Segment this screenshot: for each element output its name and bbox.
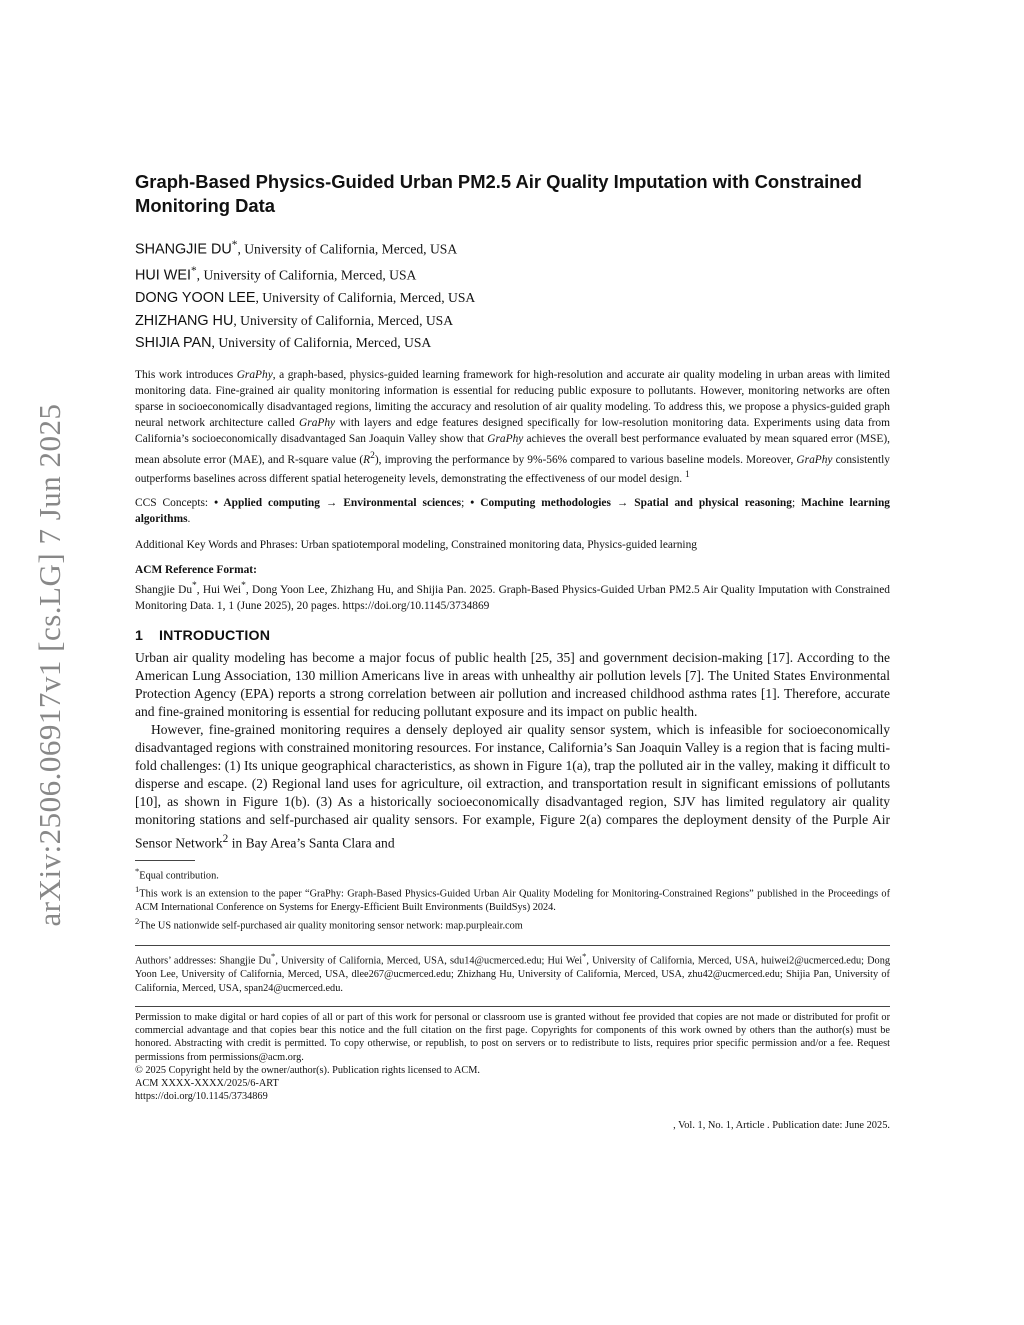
keywords: Additional Key Words and Phrases: Urban spatiotemporal modeling, Constrained monitoring data, Physics-guided learning [135,539,697,552]
author-name: SHIJIA PAN [135,335,212,352]
abstract-text: achieves the overall best performance evaluated by mean squared error (MSE), mean absolute error (MAE), and R-square value ( [135,433,890,466]
abstract-text: ), improving the performance by 9%-56% compared to various baseline models. Moreover, [374,453,797,466]
arxiv-identifier: arXiv:2506.06917v1 [cs.LG] 7 Jun 2025 [32,403,67,927]
ccs-term: • Computing methodologies [470,497,611,510]
author-mark: * [231,239,238,251]
acm-reference-heading: ACM Reference Format: [135,563,257,576]
page-footer: , Vol. 1, No. 1, Article . Publication date: June 2025. [673,1120,890,1131]
footnote-mark: * [135,866,140,877]
ccs-label: CCS Concepts: [135,497,215,510]
section-heading-introduction [135,628,890,644]
footnote-text: The US nationwide self-purchased air quality monitoring sensor network: map.purpleair.com [139,920,523,932]
acm-reference [135,562,890,614]
author-affiliation: , University of California, Merced, USA [255,290,476,306]
author-affiliation: , University of California, Merced, USA [196,267,417,283]
footnote-text: This work is an extension to the paper “GraPhy: Graph-Based Physics-Guided Urban Air Quality Modeling for Monitoring-Constrained Regions” published in the Proceedings of ACM International Conference on Systems for Energy-Efficient Built Environments (BuildSys) 2024. [135,888,890,914]
permission-rule [135,1006,890,1007]
author-name: DONG YOON LEE [135,290,256,307]
footnote [135,883,890,915]
author-line [135,287,890,310]
model-name: GraPhy [299,417,336,430]
ccs-term: • Applied computing [214,497,320,510]
paragraph-text: However, fine-grained monitoring requires a densely deployed air quality sensor system, which is infeasible for socioeconomically disadvantaged regions with constrained monitoring resources. For instance, California’s San Joaquin Valley is a region that is facing multi-fold challenges: (1) Its unique geographical characteristics, as shown in Figure 1(a), trap the polluted air in the valley, making it difficult to disperse and escape. (2) Regional land uses for agriculture, oil extraction, and transportation result in significant emissions of pollutants [10], as shown in Figure 1(b). (3) As a historically socioeconomically disadvantaged region, SJV has limited regulatory air quality monitoring stations and self-purchased air quality sensors. For example, Figure 2(a) compares the deployment density of the Purple Air Sensor Network [135,722,890,851]
footnote [135,915,890,933]
author-line [135,261,890,287]
math-r: R [363,453,371,466]
author-line [135,332,890,355]
ccs-term: Environmental sciences [343,497,462,510]
ccs-arrow: → [319,497,344,510]
abstract-text: This work introduces [135,369,237,382]
address-mark: * [271,950,276,961]
permission-notice: Permission to make digital or hard copies of all or part of this work for personal or classroom use is granted without fee provided that copies are not made or distributed for profit or commercial advantage and that copies bear this notice and the full citation on the first page. Copyrights for components of this work owned by others than the author(s) must be honored. Abstracting with credit is permitted. To copy otherwise, or republish, to post on servers or to redistribute to lists, requires prior specific permission and/or a fee. Request permissions from permissions@acm.org. [135,1011,890,1063]
ccs-separator: ; [461,497,471,510]
abstract-text: , a graph-based, physics-guided learning framework for high-resolution and accurate air quality modeling in urban areas with limited monitoring data. Fine-grained air quality monitoring information is essential for reducing public exposure to pollutants. However, monitoring networks are often sparse in socioeconomically disadvantaged regions, limiting the accuracy and resolution of air quality modeling. To address this, we propose a physics-guided graph neural network architecture called [135,369,890,430]
author-name: ZHIZHANG HU [135,312,234,329]
footnote-mark: 1 [135,884,140,895]
author-addresses [135,950,890,996]
ccs-separator: ; [791,497,802,510]
intro-paragraph-2 [135,721,890,852]
ccs-arrow: → [610,497,635,510]
ccs-term: Spatial and physical reasoning [634,497,792,510]
ref-mark: * [192,580,197,591]
footnote-text: Equal contribution. [139,870,219,882]
paper-content [135,170,890,1103]
address-text: , University of California, Merced, USA, huiwei2@ucmerced.edu; Dong Yoon Lee, University of California, Merced, USA, dlee267@ucmerced.edu; Zhizhang Hu, University of California, Merced, USA, zhu42@ucmerced.edu; Shijia Pan, University of California, Merced, USA, span24@ucmerced.edu. [135,955,890,995]
arxiv-sidebar [28,380,72,950]
author-name: SHANGJIE DU [135,241,232,258]
author-name: HUI WEI [135,267,191,284]
abstract [135,367,890,487]
author-list [135,235,890,355]
author-affiliation: , University of California, Merced, USA [237,241,458,257]
ref-rest: , Dong Yoon Lee, Zhizhang Hu, and Shijia Pan. 2025. Graph-Based Physics-Guided Urban PM2.5 Air Quality Imputation with Constrained Monitoring Data. 1, 1 (June 2025), 20 pages. https://doi.org/10.1145/3734869 [135,583,890,612]
abstract-text: with layers and edge features designed specifically for low-resolution monitoring data. Experiments using data from California’s socioeconomically disadvantaged San Joaquin Valley show that [135,417,890,446]
paper-title: Graph-Based Physics-Guided Urban PM2.5 Air Quality Imputation with Constrained Monitoring Data [135,171,862,216]
model-name: GraPhy [796,453,833,466]
author-line [135,235,890,261]
model-name: GraPhy [487,433,524,446]
address-text: , University of California, Merced, USA, sdu14@ucmerced.edu; Hui Wei [275,955,583,967]
section-number: 1 [135,627,144,644]
addresses-rule [135,945,890,946]
ref-mark: * [241,580,246,591]
footnote-mark: 2 [135,915,140,926]
math-superscript: 2 [370,450,375,461]
footnote [135,865,890,883]
abstract-text: consistently outperforms baselines across different spatial heterogeneity levels, demonstrating the effectiveness of our model design. [135,453,891,486]
ccs-term: Machine learning algorithms [135,497,890,526]
ccs-end: . [187,513,191,526]
acm-id-line: ACM XXXX-XXXX/2025/6-ART [135,1077,279,1089]
doi-line[interactable]: https://doi.org/10.1145/3734869 [135,1091,268,1103]
address-text: Authors’ addresses: Shangjie Du [135,955,272,967]
acm-reference-text [135,578,890,614]
author-line [135,310,890,333]
ref-author: Shangjie Du [135,583,193,596]
author-affiliation: , University of California, Merced, USA [211,335,432,351]
model-name: GraPhy [236,369,273,382]
copyright-line: © 2025 Copyright held by the owner/author(s). Publication rights licensed to ACM. [135,1064,481,1076]
author-mark: * [190,265,197,278]
ref-author: , Hui Wei [196,583,242,596]
section-title: INTRODUCTION [159,627,271,644]
author-affiliation: , University of California, Merced, USA [233,312,454,328]
footnote-rule [135,860,195,861]
footnote-ref[interactable]: 1 [684,470,690,481]
footnote-ref[interactable]: 2 [222,832,229,845]
intro-paragraph-1: Urban air quality modeling has become a major focus of public health [25, 35] and government decision-making [17]. According to the American Lung Association, 130 million Americans live in areas with unhealthy air pollution levels [7]. The United States Environmental Protection Agency (EPA) reports a strong correlation between air pollution and increased childhood asthma rates [1]. Therefore, accurate and fine-grained monitoring is essential for reducing pollutant exposure and its impact on public health. [135,649,890,719]
address-mark: * [582,950,587,961]
ccs-concepts [135,495,890,527]
paragraph-text: in Bay Area’s Santa Clara and [228,835,395,851]
